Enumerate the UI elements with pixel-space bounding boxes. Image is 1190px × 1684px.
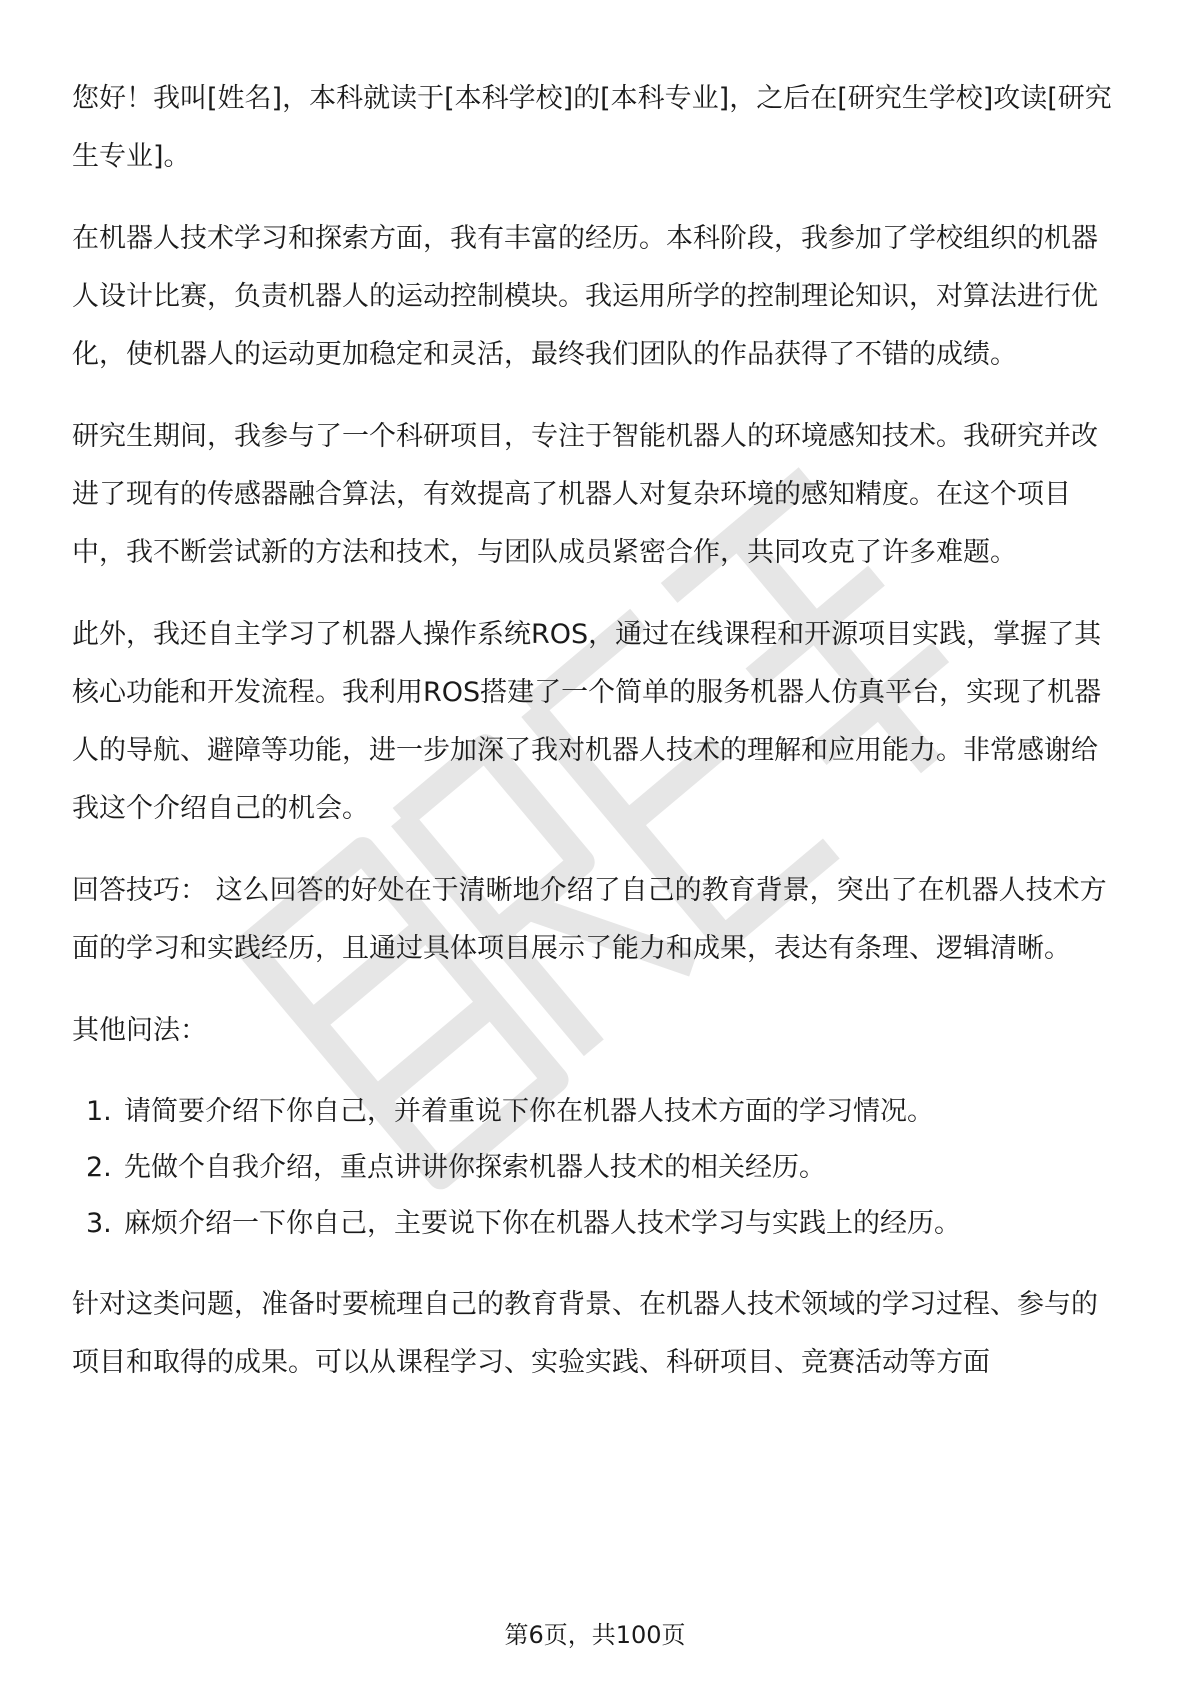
undergrad-paragraph: 在机器人技术学习和探索方面，我有丰富的经历。本科阶段，我参加了学校组织的机器人设计比赛，负责机器人的运动控制模块。我运用所学的控制理论知识，对算法进行优化，使机器人的运动更加稳定和灵活，最终我们团队的作品获得了不错的成绩。 [72, 223, 1098, 370]
list-number: 3. [86, 1208, 112, 1239]
list-item [72, 1196, 1117, 1252]
document-body [72, 70, 1117, 1416]
closing-paragraph: 针对这类问题，准备时要梳理自己的教育背景、在机器人技术领域的学习过程、参与的项目和取得的成果。可以从课程学习、实验实践、科研项目、竞赛活动等方面 [72, 1289, 1098, 1378]
list-item [72, 1084, 1117, 1140]
list-item-text: 先做个自我介绍，重点讲讲你探索机器人技术的相关经历。 [124, 1152, 826, 1183]
graduate-paragraph: 研究生期间，我参与了一个科研项目，专注于智能机器人的环境感知技术。我研究并改进了现有的传感器融合算法，有效提高了机器人对复杂环境的感知精度。在这个项目中，我不断尝试新的方法和技术，与团队成员紧密合作，共同攻克了许多难题。 [72, 421, 1098, 568]
page-footer: 第6页，共100页 [504, 1621, 686, 1649]
other-questions-heading: 其他问法： [72, 1015, 207, 1046]
list-number: 1. [86, 1096, 112, 1127]
list-item-text: 麻烦介绍一下你自己，主要说下你在机器人技术学习与实践上的经历。 [124, 1208, 961, 1239]
answer-tips-paragraph: 回答技巧： 这么回答的好处在于清晰地介绍了自己的教育背景，突出了在机器人技术方面的学习和实践经历，且通过具体项目展示了能力和成果，表达有条理、逻辑清晰。 [72, 875, 1107, 964]
list-item [72, 1140, 1117, 1196]
ros-paragraph: 此外，我还自主学习了机器人操作系统ROS，通过在线课程和开源项目实践，掌握了其核心功能和开发流程。我利用ROS搭建了一个简单的服务机器人仿真平台，实现了机器人的导航、避障等功能，进一步加深了我对机器人技术的理解和应用能力。非常感谢给我这个介绍自己的机会。 [72, 619, 1102, 824]
list-item-text: 请简要介绍下你自己，并着重说下你在机器人技术方面的学习情况。 [124, 1096, 934, 1127]
list-number: 2. [86, 1152, 112, 1183]
intro-paragraph: 您好！我叫[姓名]，本科就读于[本科学校]的[本科专业]，之后在[研究生学校]攻读[研究生专业]。 [72, 83, 1112, 172]
alternative-questions-list [72, 1084, 1117, 1252]
